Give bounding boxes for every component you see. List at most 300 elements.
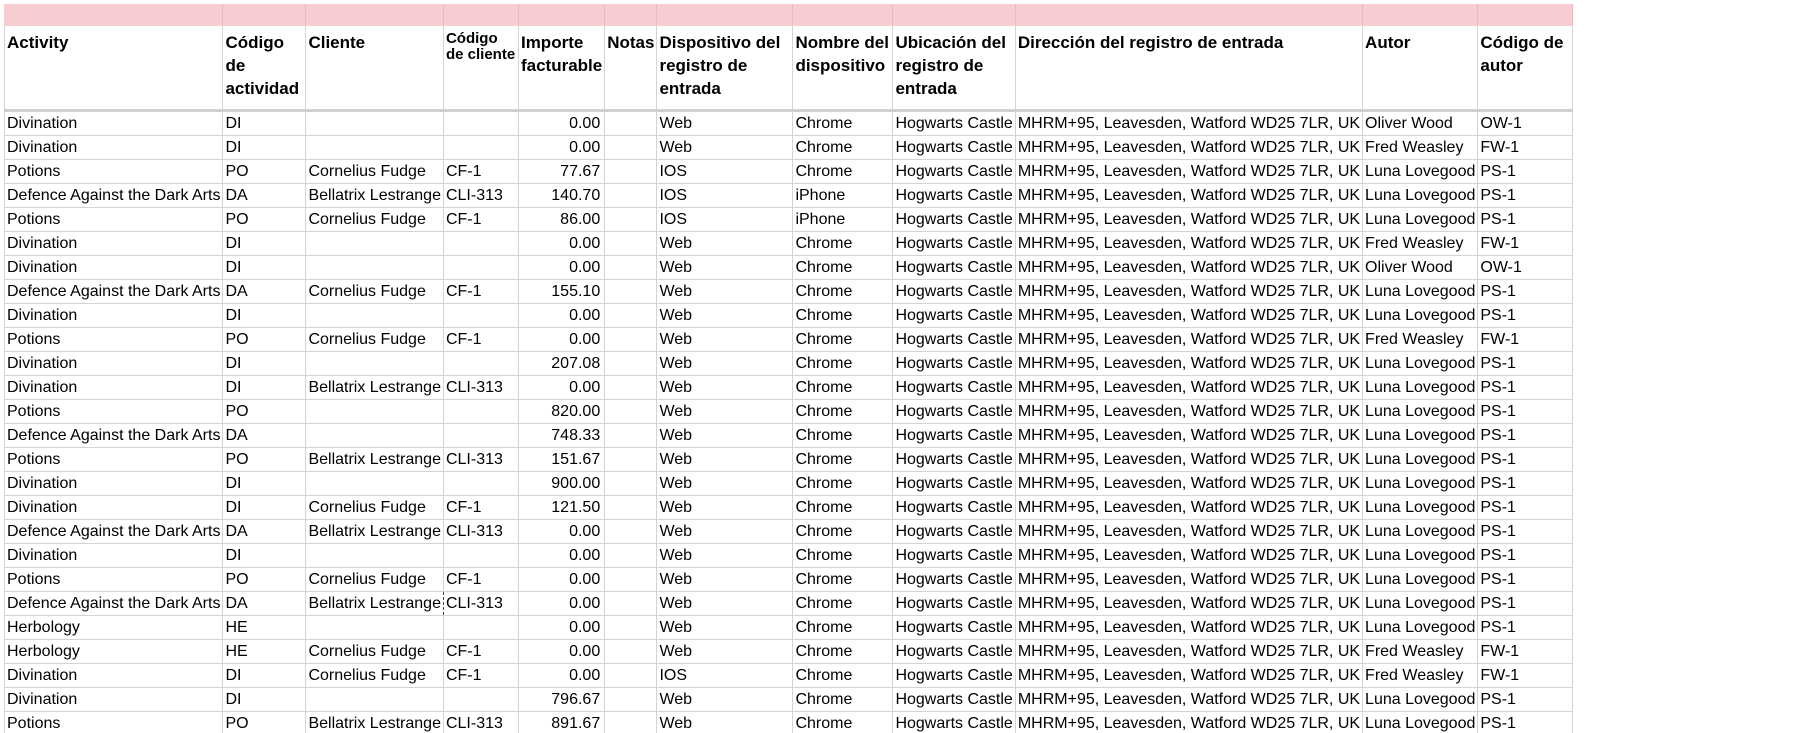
cell-notes[interactable] — [605, 184, 657, 208]
cell-device-name[interactable]: Chrome — [793, 111, 893, 136]
cell-entry-location[interactable]: Hogwarts Castle — [893, 111, 1015, 136]
cell-activity[interactable]: Potions — [5, 400, 223, 424]
cell-notes[interactable] — [605, 208, 657, 232]
cell-client-code[interactable] — [443, 400, 518, 424]
cell-client[interactable]: Cornelius Fudge — [306, 664, 444, 688]
cell-entry-address[interactable]: MHRM+95, Leavesden, Watford WD25 7LR, UK — [1015, 232, 1362, 256]
cell-client-code[interactable]: CLI-313 — [443, 448, 518, 472]
cell-entry-address[interactable]: MHRM+95, Leavesden, Watford WD25 7LR, UK — [1015, 544, 1362, 568]
cell-billable-amount[interactable]: 0.00 — [518, 256, 604, 280]
cell-entry-address[interactable]: MHRM+95, Leavesden, Watford WD25 7LR, UK — [1015, 184, 1362, 208]
cell-client-code[interactable]: CF-1 — [443, 280, 518, 304]
cell-activity[interactable]: Defence Against the Dark Arts — [5, 280, 223, 304]
cell-entry-location[interactable]: Hogwarts Castle — [893, 136, 1015, 160]
cell-activity[interactable]: Divination — [5, 352, 223, 376]
cell-entry-location[interactable]: Hogwarts Castle — [893, 208, 1015, 232]
cell-activity[interactable]: Potions — [5, 712, 223, 733]
cell-billable-amount[interactable]: 820.00 — [518, 400, 604, 424]
cell-activity[interactable]: Divination — [5, 544, 223, 568]
cell-author[interactable]: Fred Weasley — [1363, 328, 1478, 352]
cell-activity-code[interactable]: PO — [223, 328, 306, 352]
cell-notes[interactable] — [605, 352, 657, 376]
cell-notes[interactable] — [605, 376, 657, 400]
cell-client-code[interactable]: CF-1 — [443, 664, 518, 688]
cell-billable-amount[interactable]: 155.10 — [518, 280, 604, 304]
cell-entry-address[interactable]: MHRM+95, Leavesden, Watford WD25 7LR, UK — [1015, 328, 1362, 352]
cell-device-name[interactable]: Chrome — [793, 520, 893, 544]
cell-author[interactable]: Luna Lovegood — [1363, 520, 1478, 544]
cell-author-code[interactable]: FW-1 — [1478, 664, 1573, 688]
cell-activity[interactable]: Divination — [5, 136, 223, 160]
cell-author[interactable]: Luna Lovegood — [1363, 184, 1478, 208]
cell-entry-address[interactable]: MHRM+95, Leavesden, Watford WD25 7LR, UK — [1015, 424, 1362, 448]
cell-author-code[interactable]: PS-1 — [1478, 424, 1573, 448]
cell-entry-location[interactable]: Hogwarts Castle — [893, 568, 1015, 592]
cell-client[interactable] — [306, 424, 444, 448]
cell-author-code[interactable]: OW-1 — [1478, 256, 1573, 280]
cell-author-code[interactable]: PS-1 — [1478, 400, 1573, 424]
cell-billable-amount[interactable]: 748.33 — [518, 424, 604, 448]
cell-entry-address[interactable]: MHRM+95, Leavesden, Watford WD25 7LR, UK — [1015, 520, 1362, 544]
cell-activity[interactable]: Divination — [5, 304, 223, 328]
cell-entry-device[interactable]: Web — [657, 616, 793, 640]
cell-billable-amount[interactable]: 0.00 — [518, 664, 604, 688]
cell-author[interactable]: Luna Lovegood — [1363, 352, 1478, 376]
cell-activity-code[interactable]: PO — [223, 160, 306, 184]
cell-notes[interactable] — [605, 424, 657, 448]
cell-entry-location[interactable]: Hogwarts Castle — [893, 328, 1015, 352]
cell-author-code[interactable]: PS-1 — [1478, 688, 1573, 712]
cell-activity[interactable]: Divination — [5, 256, 223, 280]
cell-notes[interactable] — [605, 304, 657, 328]
cell-author[interactable]: Luna Lovegood — [1363, 304, 1478, 328]
cell-entry-location[interactable]: Hogwarts Castle — [893, 640, 1015, 664]
cell-client-code[interactable]: CLI-313 — [443, 712, 518, 733]
cell-notes[interactable] — [605, 328, 657, 352]
cell-activity[interactable]: Divination — [5, 111, 223, 136]
header-entry-device[interactable]: Dispositivo del registro de entrada — [657, 26, 793, 111]
cell-client[interactable] — [306, 136, 444, 160]
cell-activity[interactable]: Defence Against the Dark Arts — [5, 184, 223, 208]
cell-author-code[interactable]: FW-1 — [1478, 328, 1573, 352]
cell-client-code[interactable] — [443, 472, 518, 496]
header-billable-amount[interactable]: Importe facturable — [518, 26, 604, 111]
cell-entry-location[interactable]: Hogwarts Castle — [893, 712, 1015, 733]
cell-entry-address[interactable]: MHRM+95, Leavesden, Watford WD25 7LR, UK — [1015, 376, 1362, 400]
cell-notes[interactable] — [605, 111, 657, 136]
cell-billable-amount[interactable]: 0.00 — [518, 111, 604, 136]
cell-activity[interactable]: Potions — [5, 208, 223, 232]
cell-notes[interactable] — [605, 640, 657, 664]
cell-entry-address[interactable]: MHRM+95, Leavesden, Watford WD25 7LR, UK — [1015, 592, 1362, 616]
cell-entry-address[interactable]: MHRM+95, Leavesden, Watford WD25 7LR, UK — [1015, 304, 1362, 328]
cell-activity-code[interactable]: DI — [223, 544, 306, 568]
header-author-code[interactable]: Código de autor — [1478, 26, 1573, 111]
cell-activity[interactable]: Defence Against the Dark Arts — [5, 424, 223, 448]
cell-client[interactable]: Bellatrix Lestrange — [306, 520, 444, 544]
cell-device-name[interactable]: Chrome — [793, 280, 893, 304]
band-cell[interactable] — [443, 5, 518, 26]
cell-entry-address[interactable]: MHRM+95, Leavesden, Watford WD25 7LR, UK — [1015, 640, 1362, 664]
cell-billable-amount[interactable]: 796.67 — [518, 688, 604, 712]
cell-author[interactable]: Fred Weasley — [1363, 640, 1478, 664]
cell-author-code[interactable]: PS-1 — [1478, 568, 1573, 592]
cell-entry-location[interactable]: Hogwarts Castle — [893, 448, 1015, 472]
header-client-code[interactable]: Código de cliente — [443, 26, 518, 111]
cell-author[interactable]: Luna Lovegood — [1363, 208, 1478, 232]
cell-entry-device[interactable]: Web — [657, 472, 793, 496]
cell-entry-address[interactable]: MHRM+95, Leavesden, Watford WD25 7LR, UK — [1015, 712, 1362, 733]
cell-billable-amount[interactable]: 207.08 — [518, 352, 604, 376]
cell-client[interactable]: Bellatrix Lestrange — [306, 712, 444, 733]
cell-client-code[interactable] — [443, 352, 518, 376]
cell-author[interactable]: Luna Lovegood — [1363, 712, 1478, 733]
cell-author-code[interactable]: PS-1 — [1478, 472, 1573, 496]
cell-entry-location[interactable]: Hogwarts Castle — [893, 184, 1015, 208]
cell-notes[interactable] — [605, 256, 657, 280]
header-activity[interactable]: Activity — [5, 26, 223, 111]
cell-entry-device[interactable]: Web — [657, 376, 793, 400]
cell-entry-location[interactable]: Hogwarts Castle — [893, 256, 1015, 280]
cell-entry-device[interactable]: Web — [657, 448, 793, 472]
cell-device-name[interactable]: Chrome — [793, 352, 893, 376]
cell-author[interactable]: Fred Weasley — [1363, 664, 1478, 688]
cell-device-name[interactable]: Chrome — [793, 304, 893, 328]
cell-client[interactable] — [306, 256, 444, 280]
cell-activity-code[interactable]: DA — [223, 184, 306, 208]
cell-author-code[interactable]: PS-1 — [1478, 208, 1573, 232]
cell-activity[interactable]: Herbology — [5, 640, 223, 664]
cell-author-code[interactable]: PS-1 — [1478, 448, 1573, 472]
cell-billable-amount[interactable]: 0.00 — [518, 568, 604, 592]
cell-entry-location[interactable]: Hogwarts Castle — [893, 616, 1015, 640]
cell-entry-location[interactable]: Hogwarts Castle — [893, 664, 1015, 688]
cell-entry-location[interactable]: Hogwarts Castle — [893, 304, 1015, 328]
cell-author[interactable]: Fred Weasley — [1363, 136, 1478, 160]
cell-device-name[interactable]: Chrome — [793, 256, 893, 280]
header-client[interactable]: Cliente — [306, 26, 444, 111]
band-cell[interactable] — [605, 5, 657, 26]
cell-device-name[interactable]: Chrome — [793, 592, 893, 616]
cell-author-code[interactable]: PS-1 — [1478, 184, 1573, 208]
cell-client-code[interactable]: CF-1 — [443, 328, 518, 352]
cell-entry-address[interactable]: MHRM+95, Leavesden, Watford WD25 7LR, UK — [1015, 664, 1362, 688]
cell-author-code[interactable]: PS-1 — [1478, 160, 1573, 184]
cell-billable-amount[interactable]: 891.67 — [518, 712, 604, 733]
cell-entry-device[interactable]: Web — [657, 568, 793, 592]
cell-notes[interactable] — [605, 688, 657, 712]
cell-notes[interactable] — [605, 448, 657, 472]
cell-device-name[interactable]: Chrome — [793, 424, 893, 448]
cell-client-code[interactable] — [443, 688, 518, 712]
cell-entry-address[interactable]: MHRM+95, Leavesden, Watford WD25 7LR, UK — [1015, 111, 1362, 136]
cell-author[interactable]: Fred Weasley — [1363, 232, 1478, 256]
cell-entry-address[interactable]: MHRM+95, Leavesden, Watford WD25 7LR, UK — [1015, 688, 1362, 712]
cell-device-name[interactable]: Chrome — [793, 544, 893, 568]
cell-client[interactable]: Cornelius Fudge — [306, 640, 444, 664]
band-cell[interactable] — [893, 5, 1015, 26]
cell-client[interactable] — [306, 616, 444, 640]
cell-author-code[interactable]: PS-1 — [1478, 304, 1573, 328]
cell-entry-device[interactable]: IOS — [657, 664, 793, 688]
cell-author[interactable]: Luna Lovegood — [1363, 280, 1478, 304]
cell-entry-location[interactable]: Hogwarts Castle — [893, 688, 1015, 712]
cell-author-code[interactable]: PS-1 — [1478, 712, 1573, 733]
cell-client-code[interactable]: CLI-313 — [443, 184, 518, 208]
cell-device-name[interactable]: Chrome — [793, 712, 893, 733]
cell-notes[interactable] — [605, 160, 657, 184]
cell-device-name[interactable]: Chrome — [793, 472, 893, 496]
cell-author[interactable]: Luna Lovegood — [1363, 400, 1478, 424]
cell-activity-code[interactable]: HE — [223, 640, 306, 664]
cell-client[interactable]: Bellatrix Lestrange — [306, 376, 444, 400]
cell-activity[interactable]: Divination — [5, 472, 223, 496]
band-cell[interactable] — [5, 5, 223, 26]
cell-client-code[interactable]: CF-1 — [443, 160, 518, 184]
cell-device-name[interactable]: iPhone — [793, 184, 893, 208]
cell-notes[interactable] — [605, 520, 657, 544]
cell-entry-address[interactable]: MHRM+95, Leavesden, Watford WD25 7LR, UK — [1015, 256, 1362, 280]
cell-activity-code[interactable]: PO — [223, 712, 306, 733]
cell-billable-amount[interactable]: 140.70 — [518, 184, 604, 208]
cell-client[interactable] — [306, 400, 444, 424]
cell-author-code[interactable]: PS-1 — [1478, 592, 1573, 616]
cell-notes[interactable] — [605, 592, 657, 616]
cell-client[interactable]: Cornelius Fudge — [306, 496, 444, 520]
cell-activity-code[interactable]: DI — [223, 256, 306, 280]
cell-device-name[interactable]: Chrome — [793, 640, 893, 664]
cell-client[interactable]: Cornelius Fudge — [306, 568, 444, 592]
cell-entry-device[interactable]: Web — [657, 328, 793, 352]
cell-author[interactable]: Luna Lovegood — [1363, 448, 1478, 472]
band-cell[interactable] — [793, 5, 893, 26]
cell-billable-amount[interactable]: 0.00 — [518, 640, 604, 664]
cell-entry-location[interactable]: Hogwarts Castle — [893, 592, 1015, 616]
cell-activity-code[interactable]: DA — [223, 280, 306, 304]
cell-device-name[interactable]: Chrome — [793, 400, 893, 424]
cell-billable-amount[interactable]: 0.00 — [518, 616, 604, 640]
cell-activity-code[interactable]: DI — [223, 688, 306, 712]
cell-author-code[interactable]: FW-1 — [1478, 640, 1573, 664]
cell-device-name[interactable]: Chrome — [793, 664, 893, 688]
cell-device-name[interactable]: Chrome — [793, 376, 893, 400]
cell-activity-code[interactable]: PO — [223, 448, 306, 472]
cell-client-code[interactable]: CF-1 — [443, 208, 518, 232]
cell-notes[interactable] — [605, 568, 657, 592]
cell-author[interactable]: Luna Lovegood — [1363, 472, 1478, 496]
cell-notes[interactable] — [605, 616, 657, 640]
cell-billable-amount[interactable]: 151.67 — [518, 448, 604, 472]
cell-notes[interactable] — [605, 136, 657, 160]
cell-device-name[interactable]: Chrome — [793, 448, 893, 472]
cell-author-code[interactable]: PS-1 — [1478, 376, 1573, 400]
cell-author-code[interactable]: PS-1 — [1478, 352, 1573, 376]
cell-notes[interactable] — [605, 544, 657, 568]
cell-client[interactable] — [306, 472, 444, 496]
cell-entry-device[interactable]: Web — [657, 352, 793, 376]
cell-author[interactable]: Oliver Wood — [1363, 111, 1478, 136]
cell-entry-address[interactable]: MHRM+95, Leavesden, Watford WD25 7LR, UK — [1015, 208, 1362, 232]
cell-client-code[interactable] — [443, 424, 518, 448]
cell-device-name[interactable]: iPhone — [793, 208, 893, 232]
cell-client[interactable] — [306, 544, 444, 568]
cell-billable-amount[interactable]: 77.67 — [518, 160, 604, 184]
cell-billable-amount[interactable]: 0.00 — [518, 328, 604, 352]
cell-activity[interactable]: Divination — [5, 688, 223, 712]
band-cell[interactable] — [1478, 5, 1573, 26]
cell-author[interactable]: Luna Lovegood — [1363, 160, 1478, 184]
cell-entry-address[interactable]: MHRM+95, Leavesden, Watford WD25 7LR, UK — [1015, 616, 1362, 640]
cell-entry-device[interactable]: Web — [657, 592, 793, 616]
cell-activity-code[interactable]: PO — [223, 568, 306, 592]
cell-entry-location[interactable]: Hogwarts Castle — [893, 520, 1015, 544]
cell-client[interactable]: Bellatrix Lestrange — [306, 592, 444, 616]
header-device-name[interactable]: Nombre del dispositivo — [793, 26, 893, 111]
cell-entry-device[interactable]: Web — [657, 280, 793, 304]
cell-activity-code[interactable]: DI — [223, 232, 306, 256]
cell-author[interactable]: Luna Lovegood — [1363, 424, 1478, 448]
cell-notes[interactable] — [605, 232, 657, 256]
cell-entry-address[interactable]: MHRM+95, Leavesden, Watford WD25 7LR, UK — [1015, 160, 1362, 184]
cell-notes[interactable] — [605, 664, 657, 688]
cell-device-name[interactable]: Chrome — [793, 160, 893, 184]
cell-entry-location[interactable]: Hogwarts Castle — [893, 496, 1015, 520]
cell-entry-address[interactable]: MHRM+95, Leavesden, Watford WD25 7LR, UK — [1015, 280, 1362, 304]
cell-activity[interactable]: Potions — [5, 160, 223, 184]
cell-activity[interactable]: Divination — [5, 664, 223, 688]
cell-device-name[interactable]: Chrome — [793, 496, 893, 520]
band-cell[interactable] — [223, 5, 306, 26]
cell-entry-device[interactable]: Web — [657, 640, 793, 664]
cell-entry-address[interactable]: MHRM+95, Leavesden, Watford WD25 7LR, UK — [1015, 568, 1362, 592]
cell-client-code[interactable]: CF-1 — [443, 568, 518, 592]
cell-entry-address[interactable]: MHRM+95, Leavesden, Watford WD25 7LR, UK — [1015, 400, 1362, 424]
cell-entry-device[interactable]: Web — [657, 232, 793, 256]
cell-client-code[interactable]: CLI-313 — [443, 520, 518, 544]
cell-entry-device[interactable]: Web — [657, 400, 793, 424]
band-cell[interactable] — [1015, 5, 1362, 26]
cell-billable-amount[interactable]: 900.00 — [518, 472, 604, 496]
cell-entry-location[interactable]: Hogwarts Castle — [893, 472, 1015, 496]
cell-activity-code[interactable]: DI — [223, 136, 306, 160]
cell-device-name[interactable]: Chrome — [793, 616, 893, 640]
cell-entry-location[interactable]: Hogwarts Castle — [893, 280, 1015, 304]
cell-activity-code[interactable]: DI — [223, 376, 306, 400]
cell-entry-address[interactable]: MHRM+95, Leavesden, Watford WD25 7LR, UK — [1015, 496, 1362, 520]
cell-entry-device[interactable]: Web — [657, 496, 793, 520]
cell-device-name[interactable]: Chrome — [793, 136, 893, 160]
cell-entry-device[interactable]: Web — [657, 304, 793, 328]
cell-author[interactable]: Luna Lovegood — [1363, 568, 1478, 592]
cell-billable-amount[interactable]: 0.00 — [518, 232, 604, 256]
cell-device-name[interactable]: Chrome — [793, 568, 893, 592]
cell-client[interactable] — [306, 111, 444, 136]
cell-entry-device[interactable]: Web — [657, 136, 793, 160]
cell-client-code[interactable]: CF-1 — [443, 496, 518, 520]
cell-entry-location[interactable]: Hogwarts Castle — [893, 376, 1015, 400]
cell-activity[interactable]: Herbology — [5, 616, 223, 640]
cell-client-code[interactable] — [443, 136, 518, 160]
header-entry-address[interactable]: Dirección del registro de entrada — [1015, 26, 1362, 111]
cell-client[interactable]: Cornelius Fudge — [306, 328, 444, 352]
cell-client-code[interactable]: CF-1 — [443, 640, 518, 664]
cell-entry-location[interactable]: Hogwarts Castle — [893, 352, 1015, 376]
cell-author[interactable]: Luna Lovegood — [1363, 592, 1478, 616]
cell-entry-location[interactable]: Hogwarts Castle — [893, 160, 1015, 184]
cell-activity[interactable]: Defence Against the Dark Arts — [5, 520, 223, 544]
cell-author[interactable]: Luna Lovegood — [1363, 496, 1478, 520]
cell-device-name[interactable]: Chrome — [793, 328, 893, 352]
cell-billable-amount[interactable]: 121.50 — [518, 496, 604, 520]
cell-client[interactable]: Cornelius Fudge — [306, 208, 444, 232]
band-cell[interactable] — [306, 5, 444, 26]
cell-activity-code[interactable]: HE — [223, 616, 306, 640]
cell-author[interactable]: Luna Lovegood — [1363, 616, 1478, 640]
cell-author-code[interactable]: PS-1 — [1478, 496, 1573, 520]
header-activity-code[interactable]: Código de actividad — [223, 26, 306, 111]
cell-activity[interactable]: Divination — [5, 496, 223, 520]
cell-activity-code[interactable]: DA — [223, 592, 306, 616]
cell-entry-address[interactable]: MHRM+95, Leavesden, Watford WD25 7LR, UK — [1015, 352, 1362, 376]
cell-billable-amount[interactable]: 86.00 — [518, 208, 604, 232]
cell-activity[interactable]: Divination — [5, 232, 223, 256]
cell-billable-amount[interactable]: 0.00 — [518, 304, 604, 328]
cell-client-code[interactable]: CLI-313 — [443, 376, 518, 400]
cell-client[interactable] — [306, 232, 444, 256]
cell-activity[interactable]: Defence Against the Dark Arts — [5, 592, 223, 616]
cell-entry-device[interactable]: Web — [657, 688, 793, 712]
cell-entry-device[interactable]: IOS — [657, 208, 793, 232]
cell-client-code[interactable] — [443, 544, 518, 568]
cell-activity-code[interactable]: DI — [223, 352, 306, 376]
cell-client[interactable] — [306, 688, 444, 712]
cell-activity-code[interactable]: DA — [223, 520, 306, 544]
cell-notes[interactable] — [605, 280, 657, 304]
cell-notes[interactable] — [605, 472, 657, 496]
cell-billable-amount[interactable]: 0.00 — [518, 544, 604, 568]
cell-activity-code[interactable]: PO — [223, 400, 306, 424]
cell-notes[interactable] — [605, 496, 657, 520]
cell-device-name[interactable]: Chrome — [793, 688, 893, 712]
cell-client-code[interactable]: CLI-313 — [443, 592, 518, 616]
cell-client[interactable] — [306, 304, 444, 328]
cell-activity[interactable]: Potions — [5, 568, 223, 592]
cell-notes[interactable] — [605, 712, 657, 733]
cell-entry-location[interactable]: Hogwarts Castle — [893, 232, 1015, 256]
cell-entry-address[interactable]: MHRM+95, Leavesden, Watford WD25 7LR, UK — [1015, 472, 1362, 496]
cell-entry-device[interactable]: IOS — [657, 184, 793, 208]
cell-entry-location[interactable]: Hogwarts Castle — [893, 400, 1015, 424]
cell-client[interactable]: Bellatrix Lestrange — [306, 184, 444, 208]
cell-author-code[interactable]: OW-1 — [1478, 111, 1573, 136]
band-cell[interactable] — [657, 5, 793, 26]
cell-device-name[interactable]: Chrome — [793, 232, 893, 256]
cell-entry-location[interactable]: Hogwarts Castle — [893, 424, 1015, 448]
cell-activity-code[interactable]: PO — [223, 208, 306, 232]
cell-author-code[interactable]: PS-1 — [1478, 544, 1573, 568]
cell-activity-code[interactable]: DI — [223, 664, 306, 688]
cell-client-code[interactable] — [443, 616, 518, 640]
cell-client[interactable]: Bellatrix Lestrange — [306, 448, 444, 472]
cell-billable-amount[interactable]: 0.00 — [518, 136, 604, 160]
band-cell[interactable] — [1363, 5, 1478, 26]
cell-author-code[interactable]: PS-1 — [1478, 616, 1573, 640]
cell-activity-code[interactable]: DI — [223, 111, 306, 136]
cell-client[interactable] — [306, 352, 444, 376]
cell-entry-device[interactable]: IOS — [657, 160, 793, 184]
cell-client-code[interactable] — [443, 304, 518, 328]
cell-activity[interactable]: Divination — [5, 376, 223, 400]
